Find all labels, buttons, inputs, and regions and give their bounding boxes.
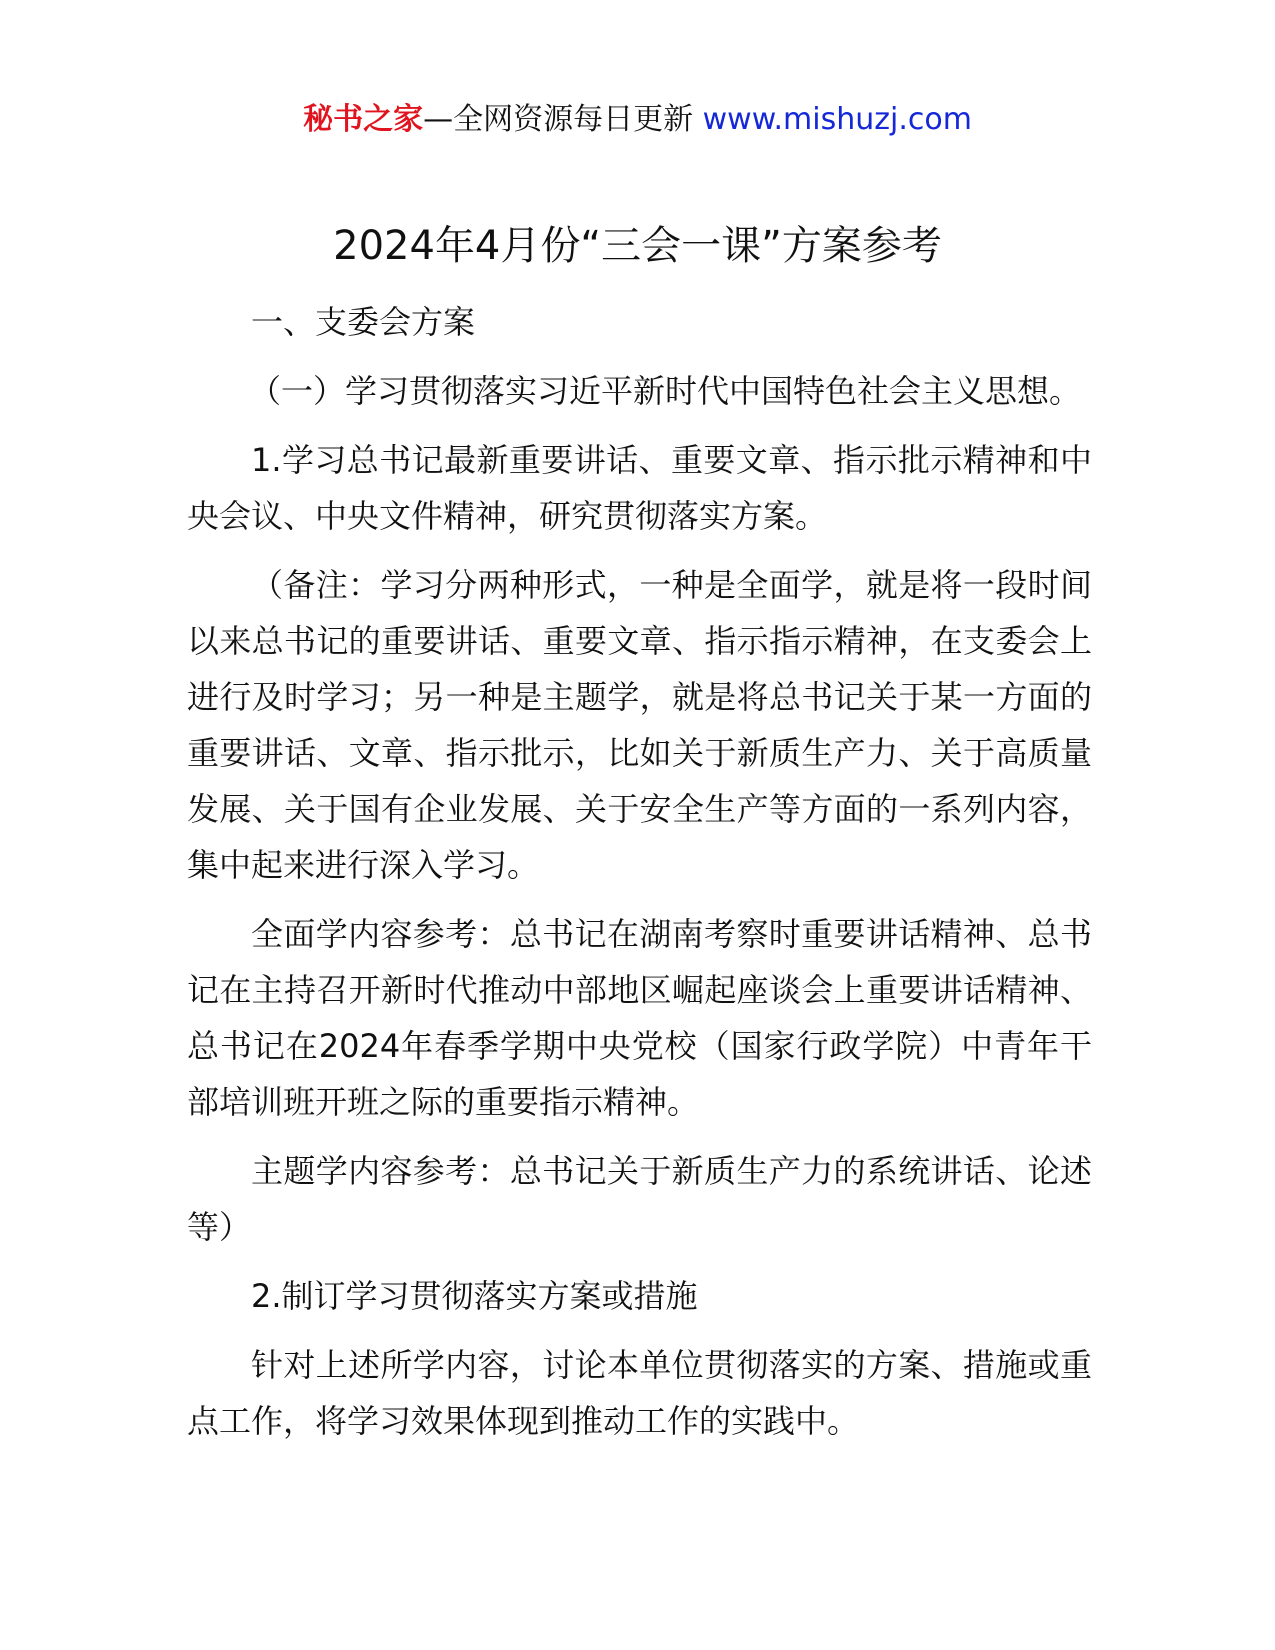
brand-name: 秘书之家	[303, 102, 424, 137]
document-body	[187, 294, 1092, 1462]
document-title: 2024年4月份“三会一课”方案参考	[333, 223, 942, 269]
section-heading: 一、支委会方案	[251, 303, 476, 341]
item-2-paragraph: 针对上述所学内容，讨论本单位贯彻落实的方案、措施或重点工作，将学习效果体现到推动工作的实践中。	[187, 1346, 1092, 1440]
thematic-study-paragraph: 主题学内容参考：总书记关于新质生产力的系统讲话、论述等）	[187, 1152, 1092, 1246]
site-url-link[interactable]: www.mishuzj.com	[702, 102, 972, 137]
item-1-paragraph: 1.学习总书记最新重要讲话、重要文章、指示批示精神和中央会议、中央文件精神，研究贯彻落实方案。	[187, 441, 1092, 535]
site-header	[0, 98, 1275, 142]
item-2-heading: 2.制订学习贯彻落实方案或措施	[251, 1277, 698, 1315]
note-paragraph: （备注：学习分两种形式，一种是全面学，就是将一段时间以来总书记的重要讲话、重要文章、指示指示精神，在支委会上进行及时学习；另一种是主题学，就是将总书记关于某一方面的重要讲话、文章、指示批示，比如关于新质生产力、关于高质量发展、关于国有企业发展、关于安全生产等方面的一系列内容，集中起来进行深入学习。	[187, 566, 1092, 884]
subsection-heading: （一）学习贯彻落实习近平新时代中国特色社会主义思想。	[249, 372, 1082, 410]
header-tagline: —全网资源每日更新	[423, 102, 694, 137]
comprehensive-study-paragraph: 全面学内容参考：总书记在湖南考察时重要讲话精神、总书记在主持召开新时代推动中部地区崛起座谈会上重要讲话精神、总书记在2024年春季学期中央党校（国家行政学院）中青年干部培训班开班之际的重要指示精神。	[187, 915, 1092, 1121]
